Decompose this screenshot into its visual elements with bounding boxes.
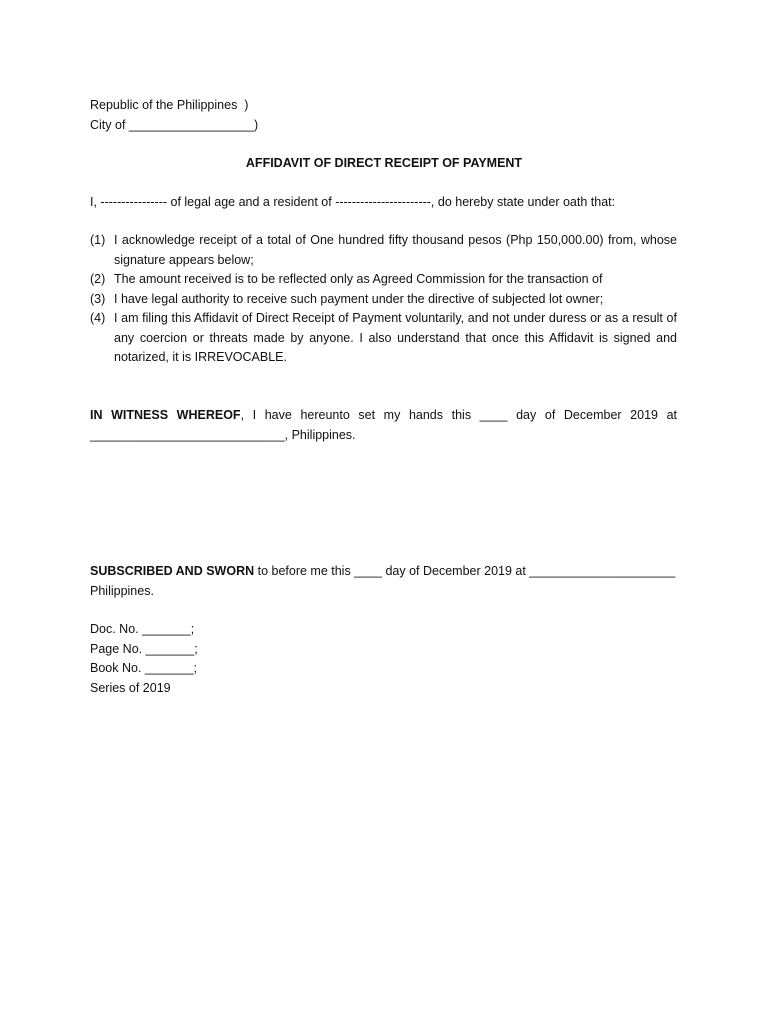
venue-block [90,96,258,135]
item-number: (1) [90,233,106,247]
list-item [90,231,677,270]
witness-text: , I have hereunto set my hands this ____ day of December 2019 at ____________________________, Philippines. [90,408,678,442]
book-number: Book No. _______; [90,661,198,675]
jurat-paragraph [90,562,690,601]
list-item [90,290,677,310]
list-item [90,309,677,368]
witness-paragraph [90,406,677,445]
list-item [90,270,677,290]
series-year: Series of 2019 [90,680,171,695]
notarial-register [90,620,198,698]
jurat-heading: SUBSCRIBED AND SWORN [90,564,255,578]
item-text: I have legal authority to receive such payment under the directive of subjected lot owner; [114,291,604,306]
item-text: I am filing this Affidavit of Direct Receipt of Payment voluntarily, and not under duress or as a result of any coercion or threats made by anyone. I also understand that once this Affidavit is signed and notarized, it is IRREVOCABLE. [114,311,677,364]
item-number: (3) [90,291,106,306]
item-number: (2) [90,272,106,286]
item-text: The amount received is to be reflected only as Agreed Commission for the transaction of [114,272,603,286]
item-number: (4) [90,311,106,325]
item-text: I acknowledge receipt of a total of One hundred fifty thousand pesos (Php 150,000.00) from, whose signature appears below; [114,233,677,267]
witness-heading: IN WITNESS WHEREOF [90,408,241,422]
venue-country: Republic of the Philippines ) [90,98,249,112]
page-number: Page No. _______; [90,641,198,656]
statement-list [90,231,677,368]
document-title: AFFIDAVIT OF DIRECT RECEIPT OF PAYMENT [245,156,523,170]
venue-city: City of __________________) [90,117,259,132]
doc-number: Doc. No. _______; [90,622,195,636]
intro-paragraph: I, ---------------- of legal age and a resident of -----------------------, do hereby state under oath that: [90,195,616,209]
jurat-text: to before me this ____ day of December 2019 at _____________________ Philippines. [90,564,676,598]
